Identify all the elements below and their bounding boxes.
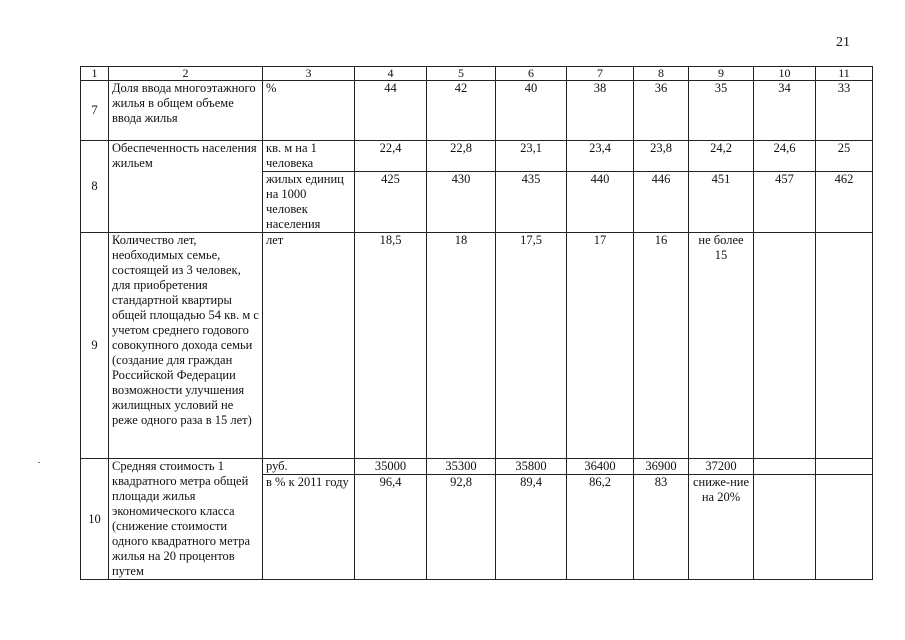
column-number: 9 <box>689 67 754 81</box>
indicator-name: Средняя стоимость 1 квадратного метра общей площади жилья экономического класса (снижение стоимости одного квадратного метра жилья на 20 процентов путем <box>109 459 263 580</box>
unit-cell: кв. м на 1 человека <box>263 141 355 172</box>
value-cell: 16 <box>634 233 689 459</box>
value-cell <box>754 475 816 580</box>
value-cell: сниже-ние на 20% <box>689 475 754 580</box>
row-number: 9 <box>81 233 109 459</box>
value-cell: 92,8 <box>427 475 496 580</box>
value-cell: 38 <box>567 81 634 141</box>
value-cell <box>754 459 816 475</box>
value-cell: 36 <box>634 81 689 141</box>
unit-cell: % <box>263 81 355 141</box>
column-number: 1 <box>81 67 109 81</box>
value-cell: 22,8 <box>427 141 496 172</box>
value-cell: 35300 <box>427 459 496 475</box>
indicator-name: Обеспеченность населения жильем <box>109 141 263 233</box>
value-cell: 44 <box>355 81 427 141</box>
value-cell: 22,4 <box>355 141 427 172</box>
value-cell: 440 <box>567 172 634 233</box>
value-cell: 35800 <box>496 459 567 475</box>
value-cell: 33 <box>816 81 873 141</box>
column-number: 3 <box>263 67 355 81</box>
value-cell: 36400 <box>567 459 634 475</box>
scan-speck <box>38 462 40 463</box>
value-cell: 23,4 <box>567 141 634 172</box>
value-cell: 24,2 <box>689 141 754 172</box>
value-cell: не более 15 <box>689 233 754 459</box>
value-cell: 462 <box>816 172 873 233</box>
indicator-name: Количество лет, необходимых семье, состоящей из 3 человек, для приобретения стандартной квартиры общей площадью 54 кв. м с учетом среднего годового совокупного дохода семьи (создание для граждан Российской Федерации возможности улучшения жилищных условий не реже одного раза в 15 лет) <box>109 233 263 459</box>
table-row-10a <box>81 459 873 475</box>
row-number: 10 <box>81 459 109 580</box>
column-number: 2 <box>109 67 263 81</box>
value-cell: 36900 <box>634 459 689 475</box>
column-number: 7 <box>567 67 634 81</box>
value-cell <box>754 233 816 459</box>
value-cell: 430 <box>427 172 496 233</box>
value-cell: 446 <box>634 172 689 233</box>
column-number: 4 <box>355 67 427 81</box>
value-cell: 35 <box>689 81 754 141</box>
table-row-7 <box>81 81 873 141</box>
column-numbers-row <box>81 67 873 81</box>
value-cell: 18,5 <box>355 233 427 459</box>
value-cell: 17,5 <box>496 233 567 459</box>
value-cell: 96,4 <box>355 475 427 580</box>
value-cell: 457 <box>754 172 816 233</box>
value-cell: 425 <box>355 172 427 233</box>
unit-cell: в % к 2011 году <box>263 475 355 580</box>
value-cell: 23,1 <box>496 141 567 172</box>
value-cell: 23,8 <box>634 141 689 172</box>
column-number: 11 <box>816 67 873 81</box>
value-cell: 35000 <box>355 459 427 475</box>
value-cell: 37200 <box>689 459 754 475</box>
value-cell: 86,2 <box>567 475 634 580</box>
row-number: 7 <box>81 81 109 141</box>
value-cell: 42 <box>427 81 496 141</box>
column-number: 8 <box>634 67 689 81</box>
column-number: 6 <box>496 67 567 81</box>
value-cell: 40 <box>496 81 567 141</box>
value-cell: 89,4 <box>496 475 567 580</box>
value-cell: 34 <box>754 81 816 141</box>
value-cell: 25 <box>816 141 873 172</box>
value-cell <box>816 475 873 580</box>
row-number: 8 <box>81 141 109 233</box>
value-cell: 17 <box>567 233 634 459</box>
column-number: 10 <box>754 67 816 81</box>
value-cell: 435 <box>496 172 567 233</box>
indicators-table <box>80 66 873 580</box>
unit-cell: лет <box>263 233 355 459</box>
value-cell <box>816 459 873 475</box>
unit-cell: руб. <box>263 459 355 475</box>
indicator-name: Доля ввода многоэтажного жилья в общем объеме ввода жилья <box>109 81 263 141</box>
value-cell <box>816 233 873 459</box>
table-row-9 <box>81 233 873 459</box>
page-number: 21 <box>836 35 850 50</box>
unit-cell: жилых единиц на 1000 человек населения <box>263 172 355 233</box>
value-cell: 451 <box>689 172 754 233</box>
column-number: 5 <box>427 67 496 81</box>
table-row-8a <box>81 141 873 172</box>
value-cell: 24,6 <box>754 141 816 172</box>
value-cell: 83 <box>634 475 689 580</box>
value-cell: 18 <box>427 233 496 459</box>
